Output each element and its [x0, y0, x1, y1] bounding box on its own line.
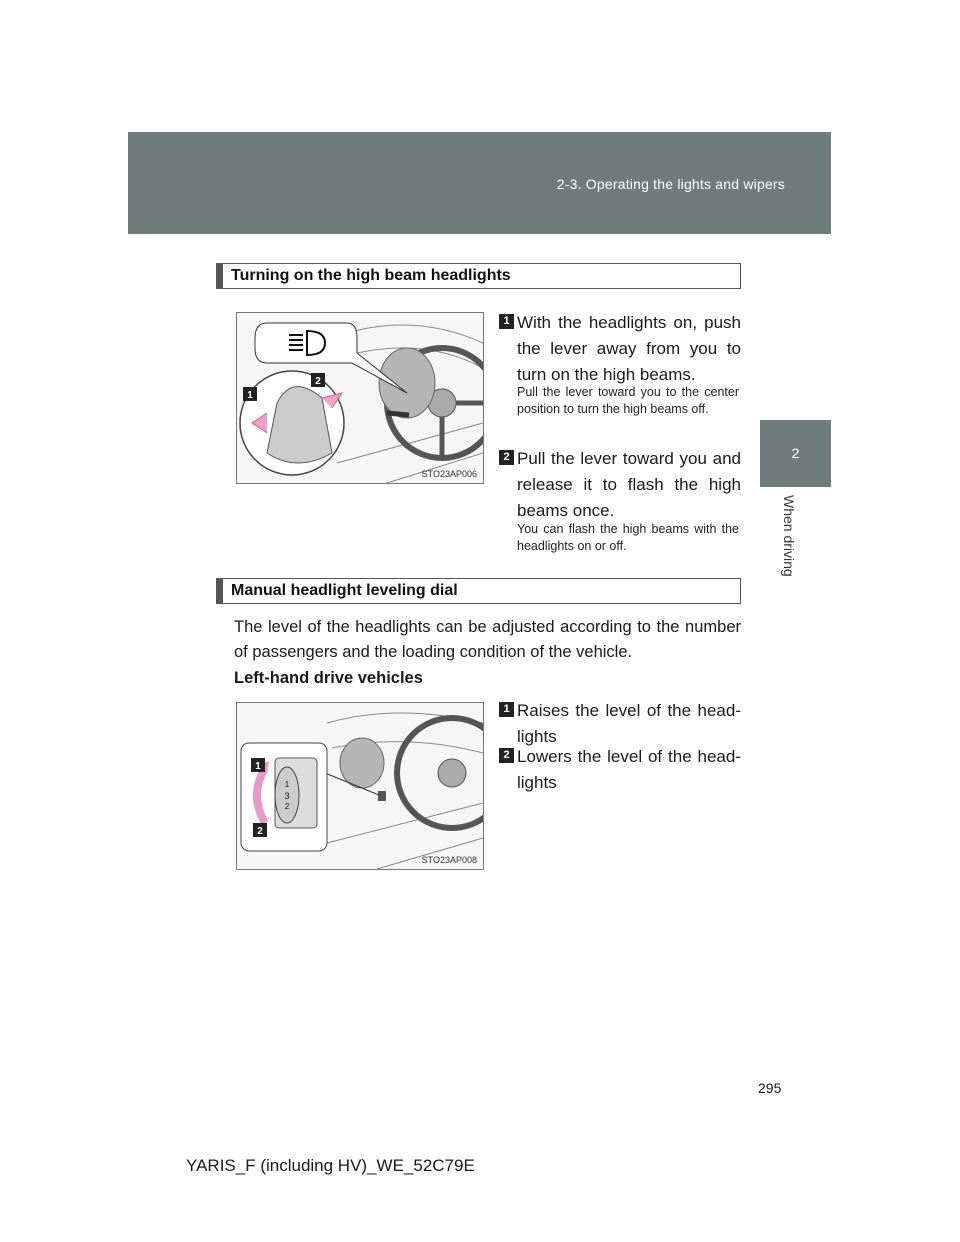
step-2-lower — [499, 744, 741, 796]
step-1-note: Pull the lever toward you to the center position to turn the high beams off. — [517, 385, 739, 416]
svg-text:2: 2 — [315, 376, 321, 387]
chapter-tab-label-wrap — [779, 495, 809, 585]
page-number: 295 — [758, 1080, 782, 1096]
step-1-high-beam — [499, 310, 741, 388]
step-text: Lowers the level of the head-lights — [517, 747, 741, 792]
svg-text:2: 2 — [284, 802, 290, 811]
section-heading-high-beam — [216, 263, 741, 289]
high-beam-lever-illustration — [236, 312, 484, 484]
figure-code: STO23AP008 — [421, 855, 477, 865]
svg-text:2: 2 — [257, 826, 263, 837]
document-footer: YARIS_F (including HV)_WE_52C79E — [186, 1156, 475, 1175]
svg-text:3: 3 — [284, 791, 290, 801]
figure-code: STO23AP006 — [421, 469, 477, 479]
chapter-tab-number: 2 — [760, 420, 831, 487]
leveling-dial-illustration — [236, 702, 484, 870]
step-number-badge: 1 — [499, 702, 514, 717]
header-band — [128, 132, 831, 234]
step-number-badge: 1 — [499, 314, 514, 329]
section-heading-leveling-dial — [216, 578, 741, 604]
left-hand-drive-subheading: Left-hand drive vehicles — [234, 669, 423, 687]
step-text: Raises the level of the head-lights — [517, 701, 741, 746]
svg-text:1: 1 — [255, 761, 261, 772]
section-heading-text: Manual headlight leveling dial — [231, 582, 458, 599]
leveling-intro-paragraph: The level of the headlights can be adjusted according to the number of passengers and the loading condition of the vehicle. — [234, 618, 741, 661]
step-2-note: You can flash the high beams with the headlights on or off. — [517, 522, 739, 553]
step-text: With the headlights on, push the lever away from you to turn on the high beams. — [517, 313, 741, 384]
step-number-badge: 2 — [499, 450, 514, 465]
section-heading-text: Turning on the high beam headlights — [231, 267, 511, 284]
step-text: Pull the lever toward you and release it to flash the high beams once. — [517, 449, 741, 520]
step-2-flash — [499, 446, 741, 524]
step-number-badge: 2 — [499, 748, 514, 763]
chapter-section-title: 2-3. Operating the lights and wipers — [556, 176, 785, 192]
svg-text:1: 1 — [247, 390, 253, 401]
step-1-raise — [499, 698, 741, 750]
chapter-tab-label: When driving — [781, 495, 797, 577]
svg-text:1: 1 — [284, 780, 290, 789]
